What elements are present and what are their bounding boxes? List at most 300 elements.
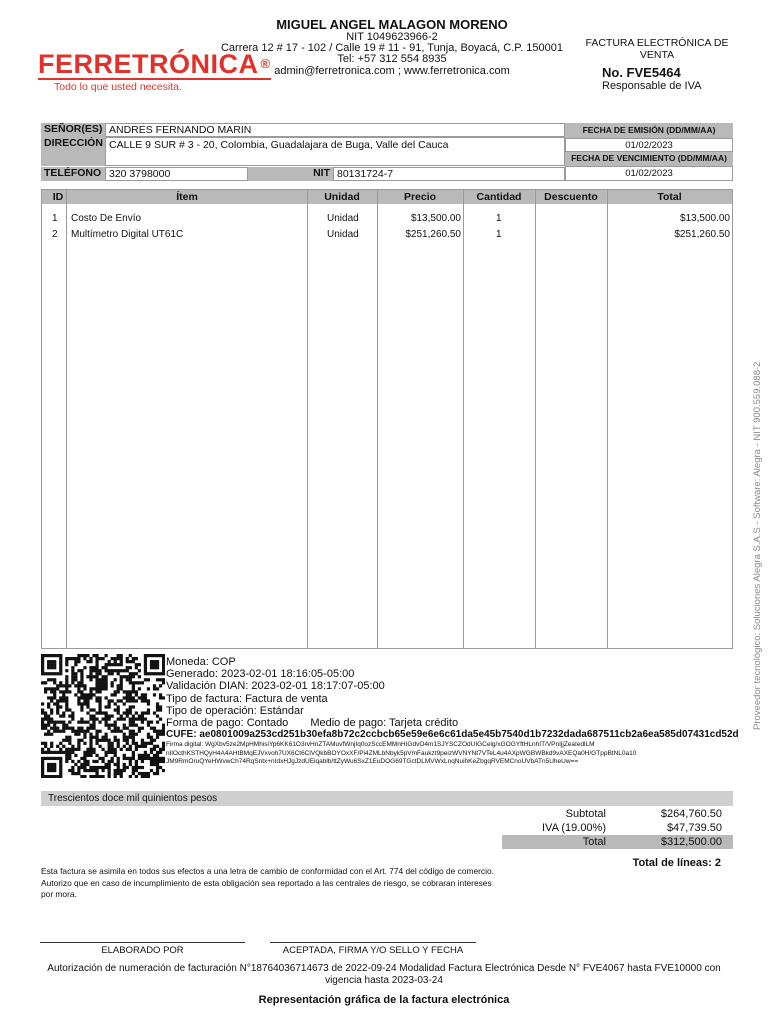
qr-module	[123, 745, 126, 748]
qr-module	[77, 760, 80, 763]
qr-module	[114, 721, 117, 724]
legal-notice: Esta factura se asimila en todos sus efectos a una letra de cambio de conformidad con el Art. 774 del código de comercio. Autorizo que en caso de incumplimiento de esta obligación sea reportado a las centrales de riesgo, se cobraran intereses por mora.	[41, 866, 494, 899]
qr-module	[150, 654, 153, 657]
qr-module	[77, 660, 80, 663]
qr-module	[59, 751, 62, 754]
qr-module	[47, 702, 50, 705]
qr-module	[95, 690, 98, 693]
qr-module	[117, 699, 120, 702]
qr-module	[95, 660, 98, 663]
qr-module	[162, 663, 165, 666]
qr-module	[101, 757, 104, 760]
qr-module	[101, 657, 104, 660]
qr-module	[62, 714, 65, 717]
qr-module	[41, 681, 44, 684]
qr-module	[129, 711, 132, 714]
qr-module	[95, 666, 98, 669]
qr-module	[117, 657, 120, 660]
qr-module	[65, 657, 68, 660]
telefono-label: TELÉFONO	[41, 167, 105, 181]
cell-cantidad: 1	[496, 213, 502, 224]
authorization-text: Autorización de numeración de facturación N°18764036714673 de 2022-09-24 Modalidad Factura Electrónica Desde N° FVE4067 hasta FVE10000 con vigencia hasta 2023-03-24	[47, 963, 721, 986]
qr-module	[41, 763, 44, 766]
qr-module	[95, 672, 98, 675]
qr-module	[159, 748, 162, 751]
qr-module	[105, 663, 108, 666]
qr-module	[92, 748, 95, 751]
th-total: Total	[657, 191, 682, 203]
qr-module	[120, 730, 123, 733]
qr-module	[50, 696, 53, 699]
qr-module	[98, 745, 101, 748]
qr-module	[108, 699, 111, 702]
cell-cantidad: 1	[496, 229, 502, 240]
qr-module	[86, 769, 89, 772]
qr-module	[138, 681, 141, 684]
qr-module	[65, 751, 68, 754]
qr-module	[95, 733, 98, 736]
qr-module	[111, 699, 114, 702]
qr-module	[114, 754, 117, 757]
qr-module	[129, 690, 132, 693]
qr-module	[44, 757, 47, 760]
qr-module	[126, 660, 129, 663]
qr-module	[147, 772, 150, 775]
qr-module	[123, 724, 126, 727]
qr-module	[98, 699, 101, 702]
totals-block	[502, 807, 733, 849]
amount-in-words: Trescientos doce mil quinientos pesos	[41, 791, 733, 806]
qr-module	[132, 730, 135, 733]
qr-module	[150, 742, 153, 745]
qr-module	[126, 657, 129, 660]
qr-module	[80, 730, 83, 733]
qr-module	[92, 766, 95, 769]
qr-module	[147, 757, 150, 760]
qr-module	[117, 757, 120, 760]
nit-label: NIT	[308, 167, 333, 181]
qr-module	[141, 681, 144, 684]
qr-module	[105, 739, 108, 742]
qr-module	[120, 660, 123, 663]
qr-module	[59, 699, 62, 702]
qr-module	[108, 672, 111, 675]
qr-module	[138, 675, 141, 678]
qr-module	[101, 718, 104, 721]
qr-module	[56, 654, 59, 657]
qr-module	[44, 681, 47, 684]
qr-module	[41, 724, 44, 727]
qr-module	[132, 739, 135, 742]
qr-module	[47, 748, 50, 751]
qr-module	[129, 681, 132, 684]
qr-module	[138, 696, 141, 699]
qr-module	[86, 711, 89, 714]
qr-module	[117, 663, 120, 666]
cell-precio: $251,260.50	[405, 229, 461, 240]
qr-module	[47, 733, 50, 736]
qr-module	[50, 733, 53, 736]
qr-module	[159, 672, 162, 675]
qr-module	[50, 751, 53, 754]
subtotal-row	[502, 807, 733, 821]
qr-module	[126, 739, 129, 742]
qr-module	[65, 739, 68, 742]
qr-module	[77, 733, 80, 736]
company-address: Carrera 12 # 17 - 102 / Calle 19 # 11 - 91, Tunja, Boyacá, C.P. 150001	[220, 42, 564, 55]
vencimiento-label: FECHA DE VENCIMIENTO (DD/MM/AA)	[565, 152, 733, 166]
qr-module	[95, 699, 98, 702]
qr-module	[68, 690, 71, 693]
qr-module	[108, 763, 111, 766]
qr-module	[144, 711, 147, 714]
qr-module	[53, 775, 56, 778]
qr-module	[123, 727, 126, 730]
qr-module	[89, 769, 92, 772]
qr-module	[159, 766, 162, 769]
qr-module	[144, 663, 147, 666]
qr-module	[144, 654, 147, 657]
qr-module	[129, 705, 132, 708]
qr-module	[74, 657, 77, 660]
qr-module	[41, 672, 44, 675]
qr-module	[68, 754, 71, 757]
qr-module	[41, 718, 44, 721]
qr-module	[156, 736, 159, 739]
qr-module	[144, 672, 147, 675]
qr-module	[98, 702, 101, 705]
qr-module	[150, 672, 153, 675]
qr-module	[92, 724, 95, 727]
firma-digital-line3: JM9RmOruQYeHWvwCh74RqSntx+nIdxHJgJzdUEiqablb/ttZyWu6SxZ1EuDOG69TGctDLMVWxLnqNuihKeZbgqRVEMCnoUVbATn5UheUw==	[166, 758, 579, 766]
qr-module	[141, 739, 144, 742]
qr-module	[105, 714, 108, 717]
validacion-dian: Validación DIAN: 2023-02-01 18:17:07-05:00	[166, 680, 385, 693]
qr-module	[59, 654, 62, 657]
qr-module	[108, 760, 111, 763]
qr-module	[50, 654, 53, 657]
qr-module	[141, 775, 144, 778]
qr-module	[80, 669, 83, 672]
qr-module	[129, 675, 132, 678]
qr-module	[156, 745, 159, 748]
qr-module	[44, 718, 47, 721]
qr-module	[47, 678, 50, 681]
qr-module	[135, 760, 138, 763]
qr-module	[135, 763, 138, 766]
qr-module	[95, 711, 98, 714]
qr-module	[123, 711, 126, 714]
qr-module	[89, 657, 92, 660]
qr-module	[135, 681, 138, 684]
qr-module	[59, 763, 62, 766]
qr-module	[132, 690, 135, 693]
table-row	[42, 228, 732, 242]
qr-module	[41, 757, 44, 760]
qr-module	[68, 751, 71, 754]
qr-module	[144, 678, 147, 681]
client-address: CALLE 9 SUR # 3 - 20, Colombia, Guadalajara de Buga, Valle del Cauca	[105, 137, 565, 166]
qr-module	[144, 693, 147, 696]
qr-module	[123, 736, 126, 739]
table-row	[42, 212, 732, 226]
qr-module	[108, 775, 111, 778]
logo-registered-mark: ®	[260, 56, 271, 71]
qr-module	[129, 693, 132, 696]
qr-module	[56, 705, 59, 708]
qr-module	[53, 681, 56, 684]
qr-module	[117, 769, 120, 772]
qr-module	[53, 763, 56, 766]
qr-module	[132, 699, 135, 702]
qr-module	[114, 693, 117, 696]
qr-module	[114, 763, 117, 766]
qr-module	[50, 745, 53, 748]
qr-module	[120, 714, 123, 717]
qr-module	[89, 714, 92, 717]
qr-module	[68, 714, 71, 717]
qr-module	[83, 693, 86, 696]
qr-module	[92, 769, 95, 772]
qr-module	[144, 742, 147, 745]
qr-module	[144, 772, 147, 775]
qr-module	[56, 708, 59, 711]
qr-module	[98, 690, 101, 693]
qr-module	[129, 660, 132, 663]
cell-total: $13,500.00	[679, 213, 730, 224]
qr-module	[126, 742, 129, 745]
qr-module	[101, 748, 104, 751]
qr-module	[153, 760, 156, 763]
qr-module	[44, 654, 47, 657]
qr-module	[162, 666, 165, 669]
qr-module	[80, 718, 83, 721]
qr-module	[95, 730, 98, 733]
qr-module	[68, 736, 71, 739]
qr-module	[156, 721, 159, 724]
qr-module	[135, 775, 138, 778]
qr-module	[83, 699, 86, 702]
qr-module	[120, 699, 123, 702]
qr-module	[83, 730, 86, 733]
qr-module	[156, 772, 159, 775]
qr-module	[47, 666, 50, 669]
qr-module	[150, 666, 153, 669]
qr-module	[53, 654, 56, 657]
qr-module	[80, 721, 83, 724]
qr-module	[80, 766, 83, 769]
qr-module	[62, 693, 65, 696]
qr-module	[74, 684, 77, 687]
qr-module	[50, 727, 53, 730]
generado: Generado: 2023-02-01 18:16:05-05:00	[166, 668, 355, 681]
qr-module	[126, 696, 129, 699]
qr-module	[47, 718, 50, 721]
qr-module	[129, 745, 132, 748]
qr-module	[92, 708, 95, 711]
qr-module	[162, 678, 165, 681]
qr-module	[83, 657, 86, 660]
qr-module	[89, 696, 92, 699]
qr-module	[74, 675, 77, 678]
qr-module	[92, 718, 95, 721]
total-label: Total	[582, 836, 606, 848]
qr-module	[89, 687, 92, 690]
qr-module	[117, 772, 120, 775]
qr-module	[44, 745, 47, 748]
qr-module	[144, 718, 147, 721]
qr-module	[147, 672, 150, 675]
qr-module	[89, 727, 92, 730]
company-name: MIGUEL ANGEL MALAGON MORENO	[276, 17, 508, 32]
qr-module	[114, 775, 117, 778]
qr-module	[56, 745, 59, 748]
qr-module	[71, 766, 74, 769]
qr-module	[47, 654, 50, 657]
qr-module	[65, 678, 68, 681]
qr-module	[156, 660, 159, 663]
qr-module	[132, 733, 135, 736]
qr-module	[159, 757, 162, 760]
qr-module	[77, 681, 80, 684]
qr-module	[126, 666, 129, 669]
qr-module	[86, 705, 89, 708]
qr-module	[95, 775, 98, 778]
qr-module	[129, 763, 132, 766]
qr-module	[108, 663, 111, 666]
qr-module	[120, 769, 123, 772]
qr-module	[41, 654, 44, 657]
qr-module	[101, 687, 104, 690]
qr-module	[129, 696, 132, 699]
qr-module	[150, 757, 153, 760]
qr-module	[108, 772, 111, 775]
qr-module	[92, 687, 95, 690]
qr-module	[117, 705, 120, 708]
qr-module	[162, 657, 165, 660]
qr-module	[41, 702, 44, 705]
qr-module	[159, 654, 162, 657]
qr-module	[117, 730, 120, 733]
qr-module	[56, 721, 59, 724]
qr-module	[159, 733, 162, 736]
qr-module	[65, 754, 68, 757]
qr-module	[162, 660, 165, 663]
qr-module	[117, 739, 120, 742]
qr-module	[162, 733, 165, 736]
qr-module	[120, 748, 123, 751]
qr-module	[80, 678, 83, 681]
qr-module	[98, 705, 101, 708]
qr-module	[80, 690, 83, 693]
qr-module	[153, 663, 156, 666]
qr-module	[95, 684, 98, 687]
qr-module	[77, 742, 80, 745]
qr-module	[95, 766, 98, 769]
qr-module	[77, 669, 80, 672]
qr-module	[62, 724, 65, 727]
qr-module	[111, 681, 114, 684]
qr-module	[68, 769, 71, 772]
qr-module	[156, 654, 159, 657]
qr-module	[50, 708, 53, 711]
qr-module	[89, 718, 92, 721]
qr-module	[147, 708, 150, 711]
qr-module	[150, 660, 153, 663]
qr-module	[59, 672, 62, 675]
qr-module	[53, 687, 56, 690]
qr-module	[83, 754, 86, 757]
qr-module	[65, 660, 68, 663]
qr-module	[53, 690, 56, 693]
qr-module	[141, 757, 144, 760]
qr-module	[59, 660, 62, 663]
qr-module	[105, 687, 108, 690]
col-divider	[307, 190, 308, 648]
qr-module	[71, 727, 74, 730]
qr-module	[71, 675, 74, 678]
qr-module	[132, 772, 135, 775]
qr-module	[159, 718, 162, 721]
qr-module	[101, 775, 104, 778]
qr-module	[83, 736, 86, 739]
qr-module	[71, 745, 74, 748]
qr-module	[138, 663, 141, 666]
qr-module	[41, 663, 44, 666]
qr-module	[111, 745, 114, 748]
qr-module	[141, 696, 144, 699]
qr-module	[47, 721, 50, 724]
qr-module	[77, 702, 80, 705]
qr-module	[53, 672, 56, 675]
qr-module	[105, 678, 108, 681]
qr-module	[62, 730, 65, 733]
qr-module	[156, 766, 159, 769]
qr-module	[111, 751, 114, 754]
qr-module	[86, 696, 89, 699]
qr-module	[126, 766, 129, 769]
qr-module	[56, 702, 59, 705]
qr-module	[68, 708, 71, 711]
qr-module	[156, 678, 159, 681]
qr-module	[114, 690, 117, 693]
invoice-type-line2: VENTA	[639, 49, 675, 61]
qr-module	[65, 696, 68, 699]
qr-module	[117, 727, 120, 730]
qr-module	[101, 666, 104, 669]
qr-module	[156, 672, 159, 675]
qr-module	[83, 721, 86, 724]
qr-module	[80, 757, 83, 760]
qr-module	[117, 684, 120, 687]
qr-module	[92, 714, 95, 717]
qr-module	[41, 772, 44, 775]
qr-module	[141, 711, 144, 714]
qr-module	[135, 769, 138, 772]
qr-module	[62, 711, 65, 714]
qr-module	[80, 654, 83, 657]
qr-module	[147, 654, 150, 657]
qr-module	[89, 733, 92, 736]
qr-module	[71, 657, 74, 660]
qr-module	[56, 727, 59, 730]
qr-module	[53, 721, 56, 724]
th-id: ID	[52, 191, 64, 203]
qr-module	[123, 766, 126, 769]
qr-module	[162, 745, 165, 748]
qr-module	[150, 736, 153, 739]
qr-module	[101, 736, 104, 739]
